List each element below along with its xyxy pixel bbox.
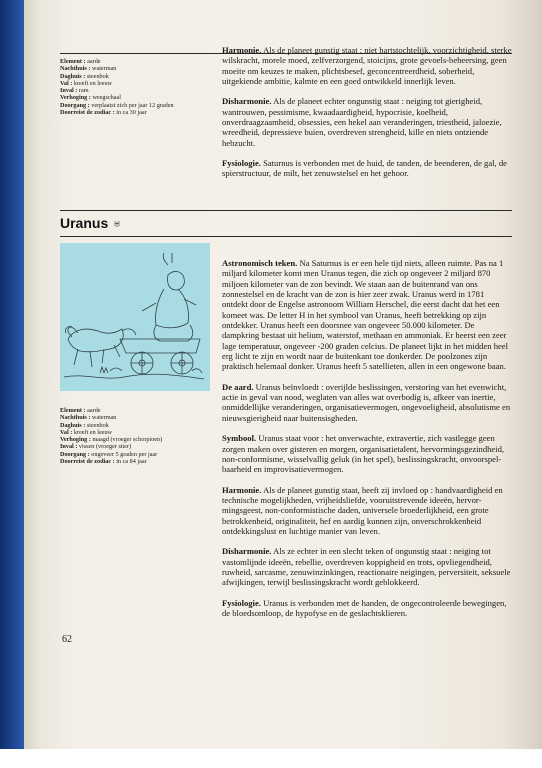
spec-row: Val : kreeft en leeuw xyxy=(60,428,113,436)
spec-row: Daghuis : steenbok xyxy=(60,421,109,429)
spec-row: Val : kreeft en leeuw xyxy=(60,79,113,87)
spec-row: Nachthuis : waterman xyxy=(60,65,117,73)
spec-row: Doorgang : ongeveer 5 graden per jaar xyxy=(60,450,158,458)
saturn-spec-list xyxy=(60,58,208,116)
paragraph: Disharmonie. Als de planeet echter ongunstig staat : neiging tot gierigheid, wantrouwen, pessimisme, kwaadaardigheid, hypocrisie, koelheid, onverdraagzaamheid, obsessies, een hekel aan veranderingen, triestheid, jaloezie, wreedheid, depressieve buien, overdreven strengheid, kille en niets ontziende hebzucht. xyxy=(222,96,502,148)
spec-row: Inval : vissen (vroeger stier) xyxy=(60,443,132,451)
book-cover-edge xyxy=(0,0,24,749)
section-title: Uranus ♅ xyxy=(60,215,122,231)
paragraph: Fysiologie. Saturnus is verbonden met de huid, de tanden, de beenderen, de gal, de spierstructuur, de milt, het zenuwstelsel en het gehoor. xyxy=(222,158,507,179)
spec-row: Daghuis : steenbok xyxy=(60,72,109,80)
spec-row: Doorreist de zodiac : in ca 84 jaar xyxy=(60,458,147,466)
paragraph: Symbool. Uranus staat voor : het onverwachte, extravertie, zich vastlegge geen zorgen maken over gisteren en morgen, organisatietalent, hervormingsgezindheid, non-conformisme, wisselvallig geluk (in het spel), beslissingskracht, onvoorspel-baarheid en improvisatievermogen. xyxy=(222,433,505,475)
paragraph: Disharmonie. Als ze echter in een slecht teken of ongunstig staat : neiging tot vastomlijnde ideeën, rebellie, overdreven koppigheid en trots, opvliegendheid, ruwheid, sarcasme, zenuwinzinkingen, reactionaire neigingen, perversiteit, seksuele afwijkingen, terwijl beslissingskracht wordt geblokkeerd. xyxy=(222,546,511,588)
uranus-symbol-icon: ♅ xyxy=(112,216,122,231)
paragraph: Harmonie. Als de planeet gunstig staat : niet hartstochtelijk, voorzichtigheid, sterke wilskracht, morele moed, zelfverzorgend, stoicijns, grote gevoels-beheersing, geen moeite om keuzes te maken, plichtsbesef, geconcentreerdheid, soberheid, uitgekiende ambitie, kalmte en een goed ontwikkeld innerlijk leven. xyxy=(222,45,512,87)
divider-uranus-lower xyxy=(60,236,512,237)
spec-row: Element : aarde xyxy=(60,58,101,65)
uranus-spec-list xyxy=(60,407,208,465)
spec-row: Element : aarde xyxy=(60,407,101,414)
spec-row: Verhoging : maagd (vroeger schorpioen) xyxy=(60,436,163,444)
paragraph: Fysiologie. Uranus is verbonden met de handen, de ongecontroleerde bewegingen, de bloedsomloop, de hypofyse en de geslachtsklieren. xyxy=(222,597,507,618)
spec-row: Doorreist de zodiac : in ca 30 jaar xyxy=(60,109,147,117)
spec-row: Verhoging : weegschaal xyxy=(60,94,121,102)
uranus-illustration xyxy=(60,243,210,391)
spec-row: Doorgang : verplaatst zich per jaar 12 graden xyxy=(60,101,174,109)
spec-row: Inval : ram xyxy=(60,87,89,95)
divider-uranus xyxy=(60,210,512,211)
saturn-text-column xyxy=(222,45,512,189)
spec-row: Nachthuis : waterman xyxy=(60,414,117,422)
chariot-engraving-icon xyxy=(60,243,210,391)
scan-margin xyxy=(0,749,542,768)
paragraph: De aard. Uranus beïnvloedt : overijlde beslissingen, verstoring van het evenwicht, actie in geval van nood, weglaten van alles wat overbodig is, afkeer van inertie, onmiddellijke veranderingen, organisatievermogen, ongevoeligheid, absolutisme en nieuwsgierigheid naar buitensisgheden. xyxy=(222,381,511,423)
uranus-text-column xyxy=(222,258,512,628)
paragraph: Harmonie. Als de planeet gunstig staat, heeft zij invloed op : handvaardigheid en technische mogelijkheden, vrijheidsliefde, vooruitstrevende ideeën, hervor-mingsgeest, non-conformistische daden, universele broederlijkheid, een grote betrokkenheid, originaliteit, hef en aardig kunnen zijn, onverschrokkenheid ontdekkingslust en luchtige manier van leven. xyxy=(222,484,503,536)
page-number: 62 xyxy=(62,634,72,645)
paragraph: Astronomisch teken. Na Saturnus is er een hele tijd niets, alleen ruimte. Pas na 1 miljard kilometer komt men Uranus tegen, die zich op ongeveer 2 miljard 870 miljoen kilometer van de zon bevindt. We staan aan de buitenrand van ons zonnestelsel en de kracht van de zon is hier zeer zwak. Uranus werd in 1781 ontdekt door de Engelse astronoom William Herschel, die eerst dacht dat het een komeet was. De letter H in het symbool van Uranus, heeft betrekking op zijn ontdekker. Uranus heeft een doorsnee van ongeveer 50.000 kilometer. De dampkring bestaat uit helium, waterstof, methaan en ammoniak. Er heerst een zeer lage temperatuur, ongeveer -200 graden celcius. De planeet lijkt in het midden heel erg licht te zijn en wordt naar de buitenkant toe donkerder. De poolzones zijn praktisch helemaal donker. Uranus heeft 5 satellieten, allen in een ongewone baan. xyxy=(222,258,509,372)
